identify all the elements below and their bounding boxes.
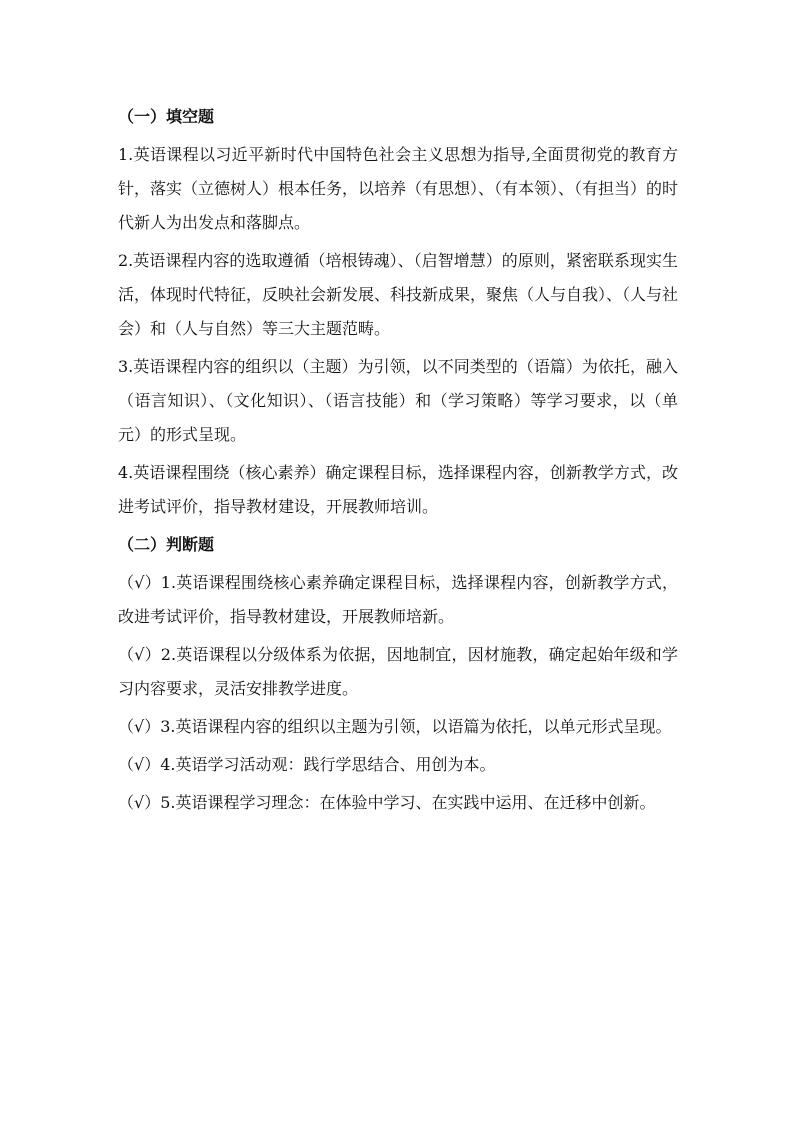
document-page xyxy=(118,100,678,824)
fill-item-4: 4.英语课程围绕（核心素养）确定课程目标，选择课程内容，创新教学方式，改进考试评价，指导教材建设，开展教师培训。 xyxy=(118,463,678,516)
fill-in-blank-section xyxy=(118,100,678,524)
judge-item-2: （√）2.英语课程以分级体系为依据，因地制宜，因材施教，确定起始年级和学习内容要求，灵活安排教学进度。 xyxy=(118,645,678,698)
judge-item-1: （√）1.英语课程围绕核心素养确定课程目标，选择课程内容，创新教学方式，改进考试评价，指导教材建设，开展教师培新。 xyxy=(118,573,678,626)
true-false-section xyxy=(118,528,678,820)
judge-item-5: （√）5.英语课程学习理念：在体验中学习、在实践中运用、在迁移中创新。 xyxy=(118,793,656,812)
fill-item-2: 2.英语课程内容的选取遵循（培根铸魂）、（启智增慧）的原则，紧密联系现实生活，体现时代特征，反映社会新发展、科技新成果，聚焦（人与自我）、（人与社会）和（人与自然）等三大主题范畴。 xyxy=(118,251,679,338)
judge-item-4: （√）4.英语学习活动观：践行学思结合、用创为本。 xyxy=(118,755,496,774)
fill-item-3: 3.英语课程内容的组织以（主题）为引领，以不同类型的（语篇）为依托，融入（语言知识）、（文化知识）、（语言技能）和（学习策略）等学习要求，以（单元）的形式呈现。 xyxy=(118,357,678,444)
section-heading-fill-in-blank: （一）填空题 xyxy=(118,107,215,126)
judge-item-3: （√）3.英语课程内容的组织以主题为引领，以语篇为依托，以单元形式呈现。 xyxy=(118,717,672,736)
fill-item-1: 1.英语课程以习近平新时代中国特色社会主义思想为指导,全面贯彻党的教育方针，落实（立德树人）根本任务，以培养（有思想）、（有本领）、（有担当）的时代新人为出发点和落脚点。 xyxy=(118,145,679,232)
section-heading-true-false: （二）判断题 xyxy=(118,535,215,554)
